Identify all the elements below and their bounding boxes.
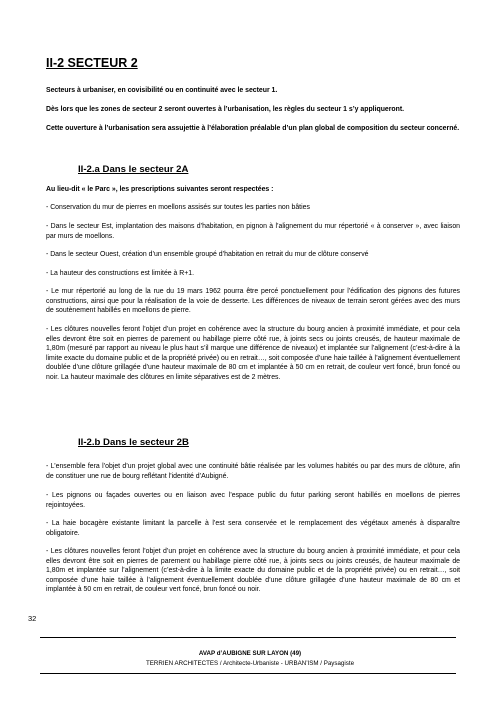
subsection-2a-lead: Au lieu-dit « le Parc », les prescriptions suivantes seront respectées : bbox=[46, 186, 274, 193]
list-item: - Les pignons ou façades ouvertes ou en liaison avec l’espace public du futur parking seront habillés en moellons de pierres rejointoyées. bbox=[46, 492, 460, 509]
section-rules-1: Dès lors que les zones de secteur 2 seront ouvertes à l’urbanisation, les règles du secteur 1 s’y appliqueront. bbox=[46, 106, 405, 113]
footer-divider bbox=[40, 637, 456, 638]
list-item: - Les clôtures nouvelles feront l’objet d’un projet en cohérence avec la structure du bourg ancien à proximité immédiate, et pour cela elles devront être soit en pierres de parement ou habillage pierre côté rue, à joints secs ou joints creusés, de hauteur maximale de 1,80m (mesuré par rapport au niveau le plus haut s’il marque une différence de niveaux) et implantée sur l’alignement (c’est-à-dire à la limite exacte du domaine public et de la propriété privée) ou en retrait…, soit composée d’une haie taillée à l’alignement éventuellement doublée d’une clôture grillagée d’une hauteur maximale de 80 cm et implantée à 50 cm en retrait, de couleur vert foncé, brun foncé ou noir. La hauteur maximale des clôtures en limite séparatives est de 2 mètres. bbox=[46, 326, 460, 381]
footer-credits: TERRIEN ARCHITECTES / Architecte-Urbaniste - URBAN’ISM / Paysagiste bbox=[145, 660, 355, 667]
list-item: - L’ensemble fera l’objet d’un projet global avec une continuité bâtie réalisée par les volumes habités ou par des murs de clôture, afin de constituer une rue de bourg reflétant l’identité d’Aubigné. bbox=[46, 463, 460, 480]
subsection-2a-title: II-2.a Dans le secteur 2A bbox=[78, 164, 189, 175]
list-item: - Le mur répertorié au long de la rue du 19 mars 1962 pourra être percé ponctuellement pour l’édification des pignons des futures constructions, ainsi que pour la réalisation de la voie de desserte. Les différences de niveaux de terrain seront gérées avec des murs de soutènement habillés en moellons de pierre. bbox=[46, 288, 460, 315]
section-rules-2: Cette ouverture à l’urbanisation sera assujettie à l’élaboration préalable d’un plan global de composition du secteur concerné. bbox=[46, 125, 460, 132]
list-item: - Les clôtures nouvelles feront l’objet d’un projet en cohérence avec la structure du bourg ancien à proximité immédiate, et pour cela elles devront être soit en pierres de parement ou habillage pierre côté rue, à joints secs ou joints creusés, de hauteur maximale de 1,80m et implantée sur l’alignement (c’est-à-dire à la limite exacte du domaine public et de la propriété privée) ou en retrait…, soit composée d’une haie taillée à l’alignement éventuellement doublée d’une clôture grillagée d’une hauteur maximale de 80 cm et implantée à 50 cm en retrait, de couleur vert foncé, brun foncé ou noir. bbox=[46, 548, 460, 594]
footer-bottom-divider bbox=[40, 673, 456, 674]
page-number: 32 bbox=[28, 614, 37, 623]
list-item: - La haie bocagère existante limitant la parcelle à l’est sera conservée et le remplacement des végétaux amenés à disparaître obligatoire. bbox=[46, 520, 460, 537]
subsection-2b-title: II-2.b Dans le secteur 2B bbox=[78, 437, 189, 448]
section-intro: Secteurs à urbaniser, en covisibilité ou en continuité avec le secteur 1. bbox=[46, 87, 278, 94]
list-item: - Dans le secteur Est, implantation des maisons d’habitation, en pignon à l’alignement du mur répertorié « à conserver », avec liaison par murs de moellons. bbox=[46, 223, 460, 240]
list-item: - Dans le secteur Ouest, création d’un ensemble groupé d’habitation en retrait du mur de clôture conservé bbox=[46, 251, 369, 258]
footer-title: AVAP d’AUBIGNE SUR LAYON (49) bbox=[198, 650, 302, 657]
section-title: II-2 SECTEUR 2 bbox=[46, 56, 138, 70]
list-item: - La hauteur des constructions est limitée à R+1. bbox=[46, 270, 195, 277]
list-item: - Conservation du mur de pierres en moellons assisés sur toutes les parties non bâties bbox=[46, 204, 310, 211]
